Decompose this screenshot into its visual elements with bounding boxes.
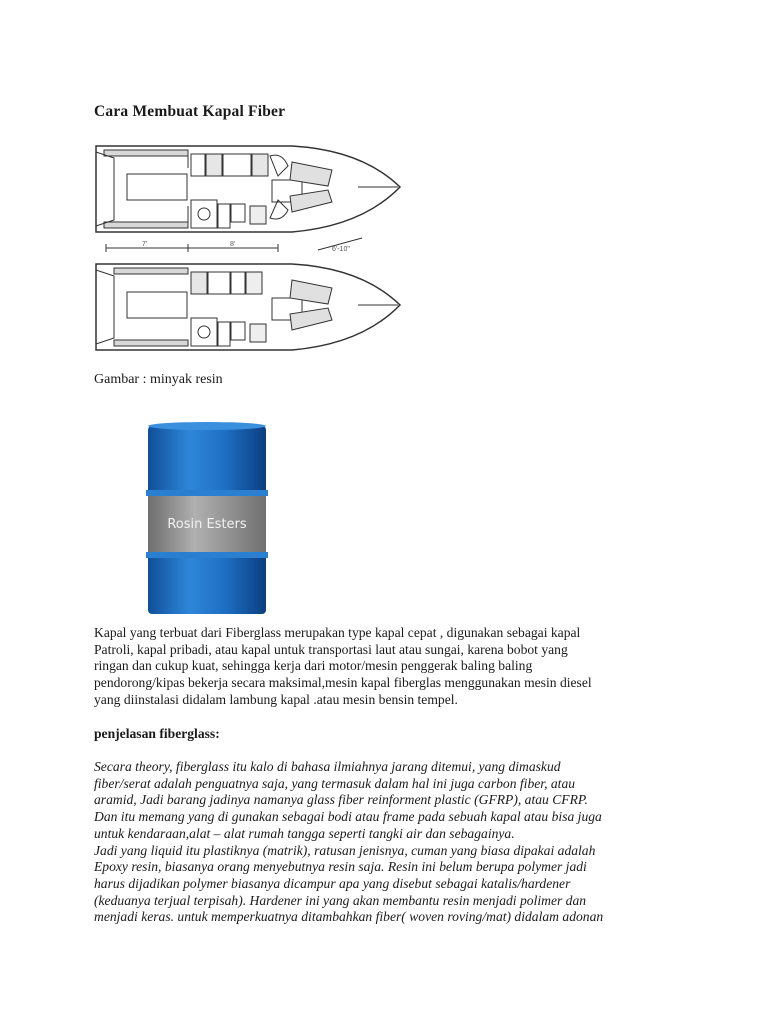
- drum-label: Rosin Esters: [167, 517, 247, 532]
- figure-caption: Gambar : minyak resin: [94, 372, 223, 387]
- boat-plan-image: [92, 140, 404, 358]
- section-heading: penjelasan fiberglass:: [94, 726, 220, 741]
- intro-paragraph: Kapal yang terbuat dari Fiberglass merupakan type kapal cepat , digunakan sebagai kapal Patroli, kapal pribadi, atau kapal untuk transportasi laut atau sungai, karena bobot yang ringan dan cukup kuat, sehingga kerja dari motor/mesin penggerak baling baling pendorong/kipas bekerja secara maksimal,mesin kapal fiberglas menggunakan mesin diesel yang diinstalasi didalam lambung kapal .atau mesin bensin tempel.: [94, 625, 592, 707]
- explanation-paragraph: Secara theory, fiberglass itu kalo di bahasa ilmiahnya jarang ditemui, yang dimaskud fiber/serat adalah penguatnya saja, yang termasuk dalam hal ini juga carbon fiber, atau aramid, Jadi barang jadinya namanya glass fiber reinforment plastic (GFRP), atau CFRP. Dan itu memang yang di gunakan sebagai bodi atau frame pada sebuah kapal atau bisa juga untuk kendaraan,alat – alat rumah tangga seperti tangki air dan sebagainya. Jadi yang liquid itu plastiknya (matrik), ratusan jenisnya, cuman yang biasa dipakai adalah Epoxy resin, biasanya orang menyebutnya resin saja. Resin ini belum berupa polymer jadi harus dijadikan polymer biasanya dicampur apa yang disebut sebagai katalis/hardener (keduanya terjual terpisah). Hardener ini yang akan membantu resin menjadi polimer dan menjadi keras. untuk memperkuatnya ditambahkan fiber( woven roving/mat) didalam adonan: [94, 759, 604, 925]
- svg-text:8': 8': [230, 241, 236, 248]
- resin-drum-image: [138, 418, 273, 618]
- svg-text:6'-10": 6'-10": [332, 246, 350, 253]
- document-title: Cara Membuat Kapal Fiber: [94, 103, 286, 120]
- svg-text:7': 7': [142, 241, 148, 248]
